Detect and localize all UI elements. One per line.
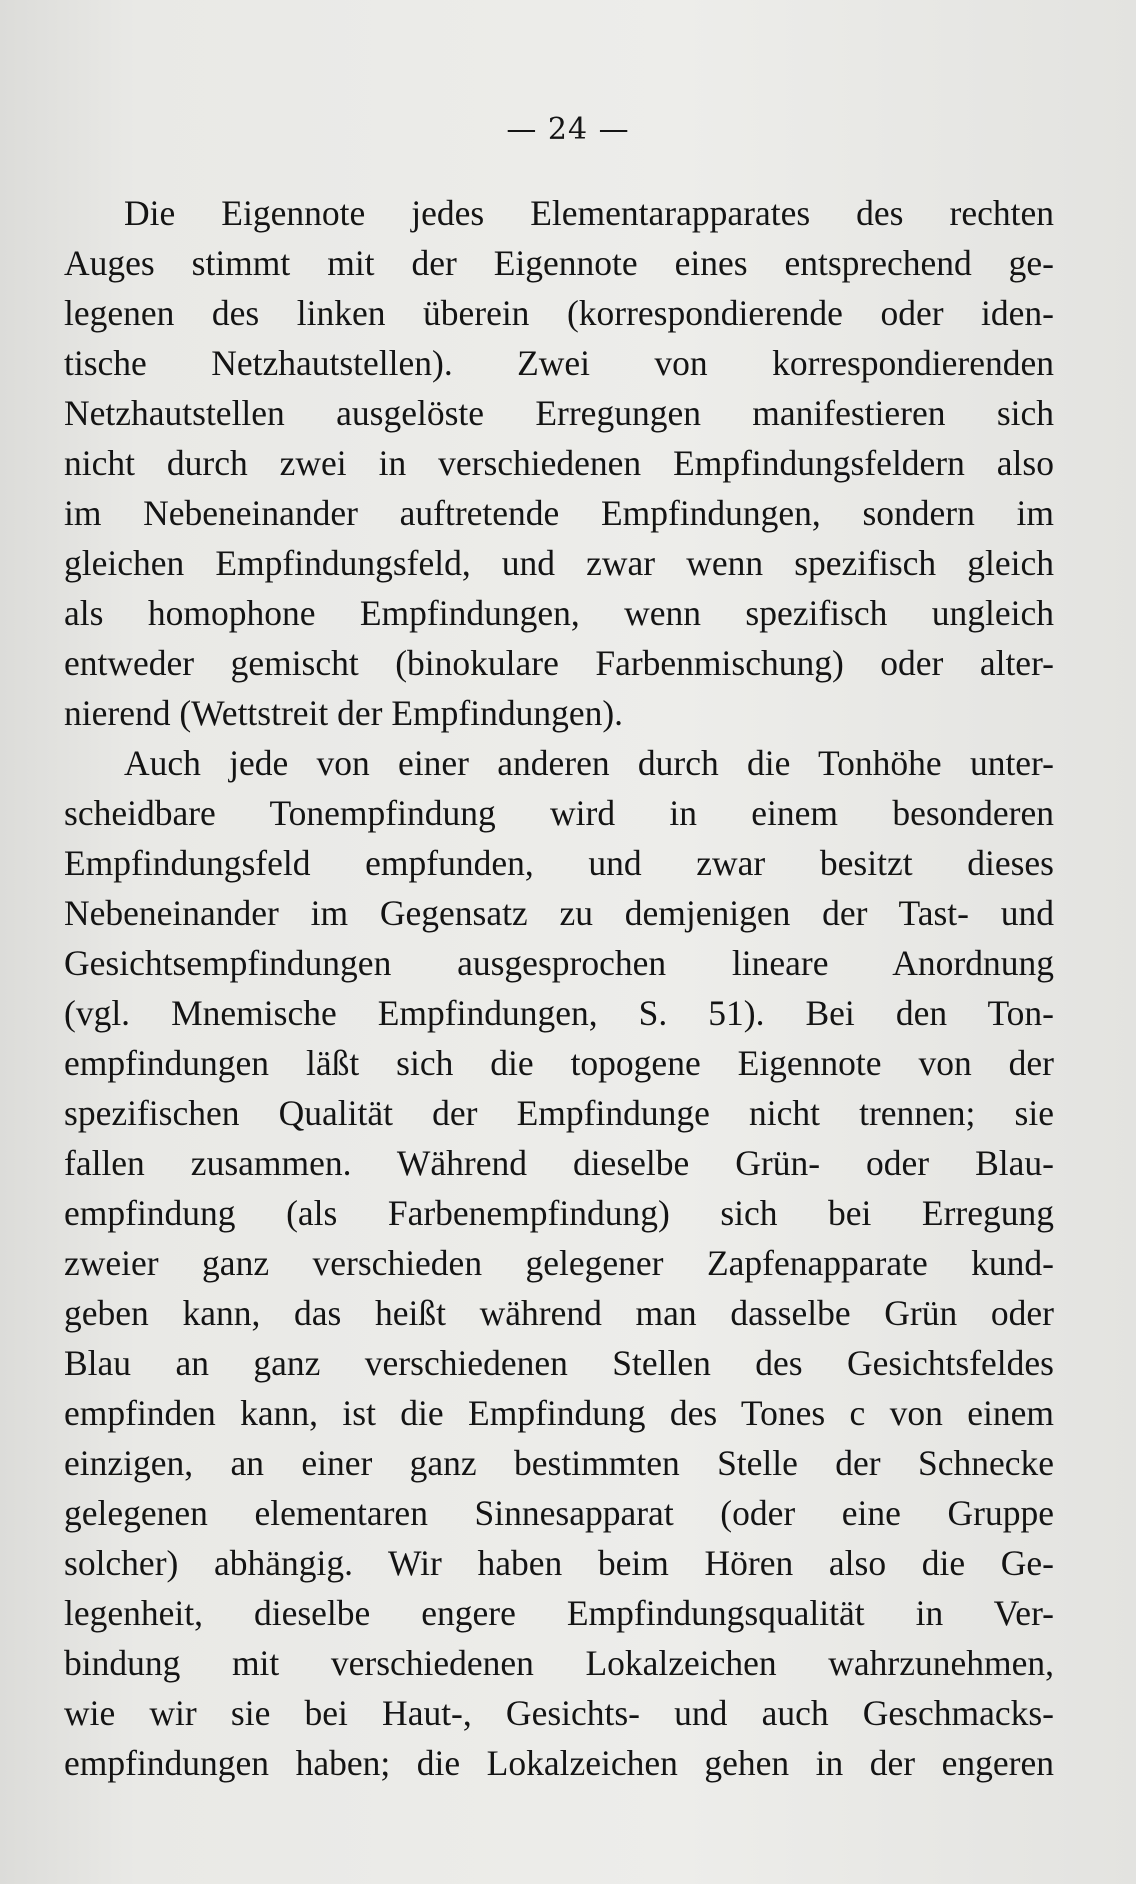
text-line: Empfindungsfeld empfunden, und zwar besitzt dieses [64, 843, 1054, 883]
text-line: Auch jede von einer anderen durch die Tonhöhe unter- [124, 743, 1054, 783]
text-line: gelegenen elementaren Sinnesapparat (oder eine Gruppe [64, 1493, 1054, 1533]
text-line: Blau an ganz verschiedenen Stellen des Gesichtsfeldes [64, 1343, 1054, 1383]
text-line: spezifischen Qualität der Empfindunge nicht trennen; sie [64, 1093, 1054, 1133]
text-line: solcher) abhängig. Wir haben beim Hören also die Ge- [64, 1543, 1054, 1583]
text-line: entweder gemischt (binokulare Farbenmischung) oder alter- [64, 643, 1054, 683]
text-line: Nebeneinander im Gegensatz zu demjenigen der Tast- und [64, 893, 1054, 933]
text-line: Die Eigennote jedes Elementarapparates des rechten [124, 193, 1054, 233]
text-line: empfinden kann, ist die Empfindung des Tones c von einem [64, 1393, 1054, 1433]
text-line: zweier ganz verschieden gelegener Zapfenapparate kund- [64, 1243, 1054, 1283]
text-line: empfindung (als Farbenempfindung) sich bei Erregung [64, 1193, 1054, 1233]
text-line: nierend (Wettstreit der Empfindungen). [64, 693, 624, 733]
text-line: legenheit, dieselbe engere Empfindungsqualität in Ver- [64, 1593, 1054, 1633]
text-line: legenen des linken überein (korrespondierende oder iden- [64, 293, 1054, 333]
page-number: — 24 — [506, 112, 630, 147]
text-line: im Nebeneinander auftretende Empfindungen, sondern im [64, 493, 1054, 533]
text-line: (vgl. Mnemische Empfindungen, S. 51). Bei den Ton- [64, 993, 1054, 1033]
text-line: Netzhautstellen ausgelöste Erregungen manifestieren sich [64, 393, 1054, 433]
text-line: empfindungen läßt sich die topogene Eigennote von der [64, 1043, 1054, 1083]
text-line: bindung mit verschiedenen Lokalzeichen wahrzunehmen, [64, 1643, 1054, 1683]
text-line: wie wir sie bei Haut-, Gesichts- und auch Geschmacks- [64, 1693, 1054, 1733]
text-line: einzigen, an einer ganz bestimmten Stelle der Schnecke [64, 1443, 1054, 1483]
text-line: nicht durch zwei in verschiedenen Empfindungsfeldern also [64, 443, 1054, 483]
body-text [64, 188, 1054, 1788]
text-line: gleichen Empfindungsfeld, und zwar wenn spezifisch gleich [64, 543, 1054, 583]
text-line: tische Netzhautstellen). Zwei von korrespondierenden [64, 343, 1054, 383]
text-line: fallen zusammen. Während dieselbe Grün- oder Blau- [64, 1143, 1054, 1183]
text-line: als homophone Empfindungen, wenn spezifisch ungleich [64, 593, 1054, 633]
text-line: scheidbare Tonempfindung wird in einem besonderen [64, 793, 1054, 833]
text-line: Gesichtsempfindungen ausgesprochen lineare Anordnung [64, 943, 1054, 983]
text-line: geben kann, das heißt während man dasselbe Grün oder [64, 1293, 1054, 1333]
text-line: Auges stimmt mit der Eigennote eines entsprechend ge- [64, 243, 1054, 283]
text-line: empfindungen haben; die Lokalzeichen gehen in der engeren [64, 1743, 1054, 1783]
